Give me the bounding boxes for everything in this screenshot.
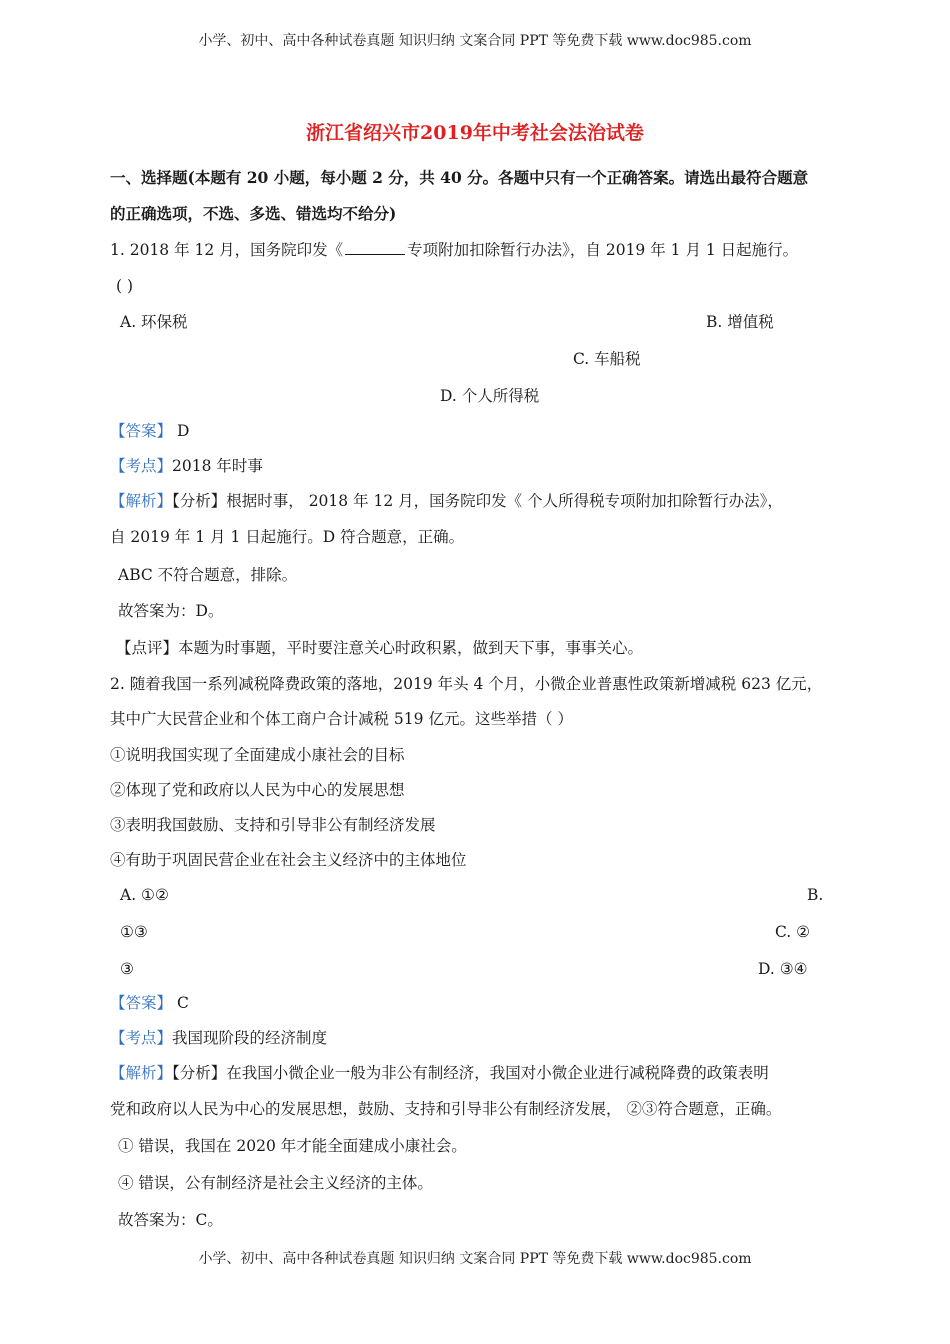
q2-point-value: 我国现阶段的经济制度	[172, 1029, 328, 1047]
q1-option-a: A. 环保税	[120, 313, 188, 331]
q1-option-d: D. 个人所得税	[440, 387, 540, 405]
q2-option-a: A. ①②	[120, 886, 169, 904]
q1-option-b: B. 增值税	[706, 313, 774, 331]
q2-analysis-line-1	[110, 1061, 769, 1085]
q1-point	[110, 454, 263, 478]
q2-analysis-text-1: 【分析】在我国小微企业一般为非公有制经济，我国对小微企业进行减税降费的政策表明	[172, 1064, 769, 1082]
q1-paren: ( )	[116, 277, 134, 295]
q2-option-d: D. ③④	[758, 960, 808, 978]
q1-analysis-text-1: 【分析】根据时事， 2018 年 12 月，国务院印发《 个人所得税专项附加扣除暂行办法》，	[172, 492, 783, 510]
q2-stem-line-2: 其中广大民营企业和个体工商户合计减税 519 亿元。这些举措（ ）	[110, 710, 573, 728]
q2-stem-line-1: 2. 随着我国一系列减税降费政策的落地，2019 年头 4 个月，小微企业普惠性政策新增减税 623 亿元，	[110, 675, 823, 693]
q2-analysis-line-3: ① 错误，我国在 2020 年才能全面建成小康社会。	[118, 1137, 467, 1155]
q1-stem-post: 专项附加扣除暂行办法》，自 2019 年 1 月 1 日起施行。	[407, 241, 799, 259]
q2-item-1: ①说明我国实现了全面建成小康社会的目标	[110, 746, 405, 764]
q2-option-c: C. ②	[775, 923, 811, 941]
page-header: 小学、初中、高中各种试卷真题 知识归纳 文案合同 PPT 等免费下载 www.doc985.com	[198, 33, 752, 49]
q2-answer	[110, 991, 189, 1015]
q2-analysis-line-5: 故答案为：C。	[118, 1211, 223, 1229]
q1-answer-value: D	[172, 422, 190, 440]
q2-option-c-value: ③	[120, 960, 134, 978]
q1-point-tag: 【考点】	[110, 457, 173, 475]
q1-option-c: C. 车船税	[573, 350, 641, 368]
q2-item-3: ③表明我国鼓励、支持和引导非公有制经济发展	[110, 816, 436, 834]
q2-item-2: ②体现了党和政府以人民为中心的发展思想	[110, 781, 405, 799]
section-heading-line-2: 的正确选项，不选、多选、错选均不给分)	[110, 204, 397, 223]
q1-answer-tag: 【答案】	[110, 422, 173, 440]
q1-stem-pre: 1. 2018 年 12 月，国务院印发《	[110, 241, 344, 259]
q2-point	[110, 1026, 327, 1050]
q1-analysis-tag: 【解析】	[110, 492, 173, 510]
page-footer: 小学、初中、高中各种试卷真题 知识归纳 文案合同 PPT 等免费下载 www.doc985.com	[198, 1251, 752, 1267]
q2-answer-tag: 【答案】	[110, 994, 173, 1012]
q2-analysis-line-2: 党和政府以人民为中心的发展思想，鼓励、支持和引导非公有制经济发展， ②③符合题意，正确。	[110, 1100, 782, 1118]
section-heading-line-1: 一、选择题(本题有 20 小题，每小题 2 分，共 40 分。各题中只有一个正确答案。请选出最符合题意	[110, 168, 809, 187]
q1-stem	[110, 238, 798, 262]
q1-analysis-line-3: ABC 不符合题意，排除。	[118, 566, 298, 584]
page-title: 浙江省绍兴市2019年中考社会法治试卷	[306, 122, 644, 144]
q2-analysis-line-4: ④ 错误，公有制经济是社会主义经济的主体。	[118, 1174, 433, 1192]
q2-analysis-tag: 【解析】	[110, 1064, 173, 1082]
q2-item-4: ④有助于巩固民营企业在社会主义经济中的主体地位	[110, 851, 467, 869]
q1-fill-blank	[345, 240, 405, 255]
q1-answer	[110, 419, 189, 443]
q2-option-b: B.	[807, 886, 824, 904]
q1-point-value: 2018 年时事	[172, 457, 263, 475]
q2-answer-value: C	[172, 994, 189, 1012]
q2-option-b-value: ①③	[120, 923, 148, 941]
q1-analysis-line-2: 自 2019 年 1 月 1 日起施行。D 符合题意，正确。	[110, 528, 465, 546]
q1-analysis-line-1	[110, 489, 783, 513]
q1-comment: 【点评】本题为时事题，平时要注意关心时政积累，做到天下事，事事关心。	[116, 639, 644, 657]
q1-analysis-line-4: 故答案为：D。	[118, 602, 224, 620]
q2-point-tag: 【考点】	[110, 1029, 173, 1047]
